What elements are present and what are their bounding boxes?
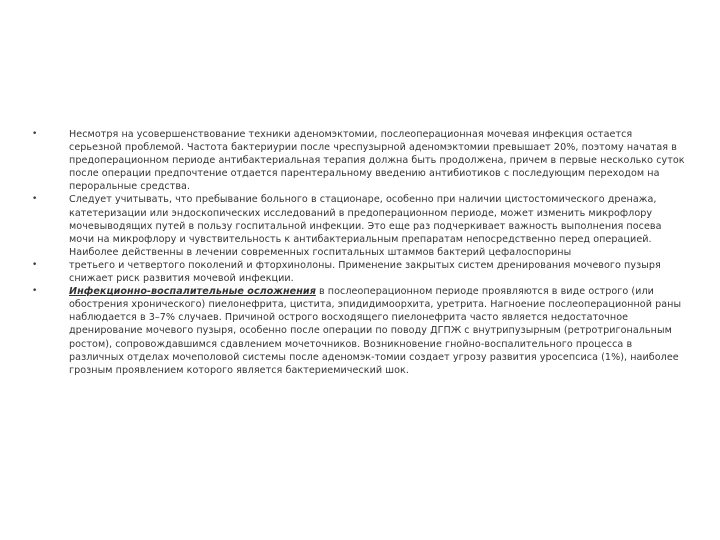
bullet-icon: •	[32, 129, 38, 139]
paragraph-body: Несмотря на усовершенствование техники аденомэктомии, послеоперационная мочевая инфекция остается серьезной проблемой. Частота бактериурии после чреспузырной аденомэктомии превышает 20%, поэтому начатая в предоперационном периоде антибактериальная терапия должна быть продолжена, причем в первые несколько суток после операции предпочтение отдается парентеральному введению антибиотиков с последующим переходом на пероральные средства.	[69, 129, 685, 193]
paragraph-body: третьего и четвертого поколений и фторхинолоны. Применение закрытых систем дренирования мочевого пузыря снижает риск развития мочевой инфекции.	[69, 259, 661, 285]
list-item	[28, 259, 688, 285]
bullet-icon: •	[32, 286, 38, 297]
bullet-icon: •	[32, 194, 38, 205]
paragraph-body: Следует учитывать, что пребывание больного в стационаре, особенно при наличии цистостомического дренажа, катетеризации или эндоскопических исследований в предоперационном периоде, может изменить микрофлору мочевыводящих путей в пользу госпитальной инфекции. Это еще раз подчеркивает важность выполнения посева мочи на микрофлору и чувствительность к антибактериальным препаратам непосредственно перед операцией. Наиболее действенны в лечении современных госпитальных штаммов бактерий цефалоспорины	[69, 194, 662, 258]
bullet-icon: •	[32, 259, 38, 270]
paragraph-text	[69, 259, 688, 285]
paragraph-text	[69, 128, 688, 193]
bullet-list	[28, 128, 688, 377]
list-item	[28, 193, 688, 258]
paragraph-body: в послеоперационном периоде проявляются в виде острого (или обострения хронического) пиелонефрита, цистита, эпидидимоорхита, уретрита. Нагноение послеоперационной раны наблюдается в 3–7% случаев. Причиной острого восходящего пиелонефрита часто является недостаточное дренирование мочевого пузыря, особенно после операции по поводу ДГПЖ с внутрипузырным (ретротригональным ростом), сопровождавшимся сдавлением мочеточников. Возникновение гнойно-воспалительного процесса в различных отделах мочеполовой системы после аденомэк-томии создает угрозу развития уросепсиса (1%), наиболее грозным проявлением которого является бактериемический шок.	[69, 286, 682, 376]
paragraph-text	[69, 285, 688, 377]
list-item	[28, 128, 688, 193]
emphasized-term: Инфекционно-воспалительные осложнения	[69, 286, 316, 298]
paragraph-text	[69, 193, 688, 258]
list-item	[28, 285, 688, 377]
